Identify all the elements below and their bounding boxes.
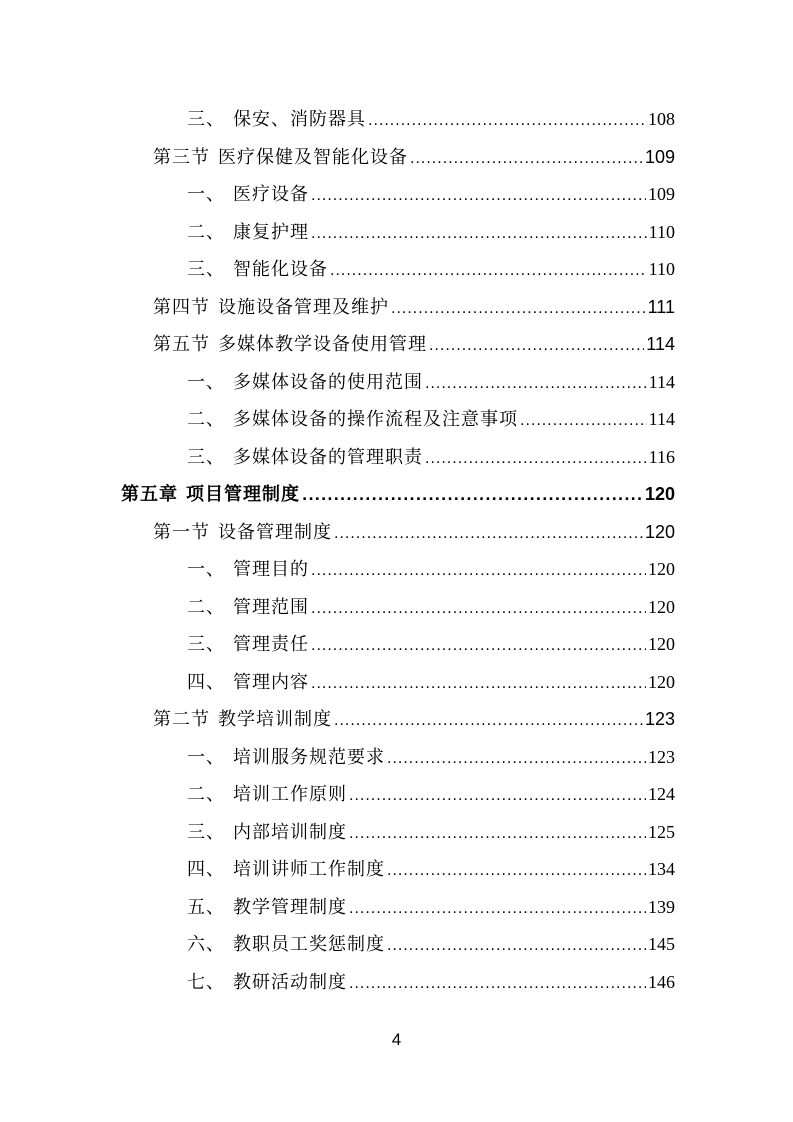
dot-leader	[311, 669, 646, 699]
toc-entry[interactable]	[187, 779, 675, 809]
dot-leader	[311, 181, 646, 211]
toc-entry-title	[121, 480, 300, 510]
toc-entry-page: 123	[648, 746, 675, 767]
toc-entry-page: 125	[648, 821, 675, 842]
toc-entry-title	[153, 705, 332, 735]
toc-entry-prefix: 第五节	[153, 334, 210, 355]
dot-leader	[410, 144, 643, 174]
toc-entry-text: 多媒体设备的管理职责	[233, 446, 423, 468]
toc-entry[interactable]	[187, 554, 675, 584]
toc-entry-page: 120	[644, 521, 675, 542]
toc-entry-page: 114	[648, 371, 675, 392]
toc-entry-prefix: 三、	[187, 821, 225, 843]
toc-entry-page: 109	[648, 184, 675, 204]
dot-leader	[311, 631, 646, 661]
toc-entry[interactable]	[187, 404, 675, 434]
toc-entry[interactable]	[187, 629, 675, 659]
toc-entry-text: 管理责任	[233, 634, 309, 655]
toc-entry-title	[187, 593, 309, 623]
toc-entry-title	[187, 893, 347, 923]
toc-entry[interactable]	[187, 104, 675, 134]
toc-entry-page: 116	[648, 446, 675, 467]
toc-entry[interactable]	[187, 179, 675, 209]
toc-entry-prefix: 一、	[187, 184, 225, 205]
toc-entry-text: 保安、消防器具	[233, 109, 366, 130]
toc-entry[interactable]	[187, 592, 675, 622]
toc-entry-prefix: 五、	[187, 896, 225, 918]
toc-entry-text: 管理范围	[233, 596, 309, 618]
toc-entry-chapter[interactable]	[121, 479, 675, 509]
toc-entry-page: 110	[648, 221, 675, 242]
toc-entry-title	[187, 368, 423, 398]
toc-entry-title	[187, 818, 347, 848]
toc-entry-text: 多媒体教学设备使用管理	[218, 334, 427, 355]
toc-entry-text: 培训工作原则	[233, 784, 347, 805]
toc-entry-text: 培训服务规范要求	[233, 746, 385, 768]
toc-entry-title	[153, 143, 408, 173]
toc-entry-prefix: 一、	[187, 559, 225, 580]
toc-entry-page: 120	[648, 634, 675, 654]
toc-entry-title	[187, 443, 423, 473]
toc-entry[interactable]	[153, 704, 675, 734]
toc-entry-title	[187, 930, 385, 960]
toc-entry-page: 123	[644, 709, 675, 729]
toc-entry-page: 120	[644, 484, 675, 504]
toc-entry-prefix: 一、	[187, 371, 225, 393]
toc-entry-title	[187, 218, 309, 248]
toc-entry[interactable]	[187, 929, 675, 959]
toc-entry-prefix: 第五章	[121, 484, 178, 505]
dot-leader	[425, 369, 647, 399]
toc-entry-title	[187, 555, 309, 585]
dot-leader	[311, 594, 646, 624]
toc-entry-page: 108	[648, 109, 675, 129]
toc-entry[interactable]	[187, 442, 675, 472]
toc-entry-prefix: 二、	[187, 409, 225, 430]
toc-entry-prefix: 二、	[187, 596, 225, 618]
toc-entry-title	[187, 668, 309, 698]
dot-leader	[387, 856, 646, 886]
toc-entry-page: 120	[648, 596, 675, 617]
toc-entry-prefix: 二、	[187, 784, 225, 805]
dot-leader	[334, 706, 643, 736]
toc-entry-text: 教职员工奖惩制度	[233, 934, 385, 955]
toc-entry-text: 多媒体设备的使用范围	[233, 371, 423, 393]
dot-leader	[520, 406, 647, 436]
toc-entry-title	[187, 780, 347, 810]
toc-entry[interactable]	[187, 217, 675, 247]
dot-leader	[349, 969, 646, 999]
toc-entry[interactable]	[187, 892, 675, 922]
toc-entry-prefix: 三、	[187, 109, 225, 130]
toc-entry-prefix: 一、	[187, 746, 225, 768]
toc-entry[interactable]	[153, 142, 675, 172]
toc-entry-page: 114	[648, 409, 675, 429]
toc-entry-text: 培训讲师工作制度	[233, 859, 385, 880]
toc-entry-page: 110	[648, 259, 675, 279]
toc-entry-text: 内部培训制度	[233, 821, 347, 843]
toc-entry-text: 设施设备管理及维护	[218, 296, 389, 318]
toc-entry-text: 教学管理制度	[233, 896, 347, 918]
toc-entry[interactable]	[153, 517, 675, 547]
toc-entry-text: 智能化设备	[233, 259, 328, 280]
toc-entry-prefix: 第二节	[153, 709, 210, 730]
toc-entry[interactable]	[153, 329, 675, 359]
toc-entry[interactable]	[187, 742, 675, 772]
dot-leader	[330, 256, 647, 286]
dot-leader	[302, 481, 643, 511]
toc-entry-text: 教学培训制度	[218, 709, 332, 730]
dot-leader	[349, 894, 646, 924]
toc-entry-text: 医疗保健及智能化设备	[218, 146, 408, 168]
toc-entry[interactable]	[187, 967, 675, 997]
toc-entry-text: 医疗设备	[233, 184, 309, 205]
toc-entry-page: 111	[647, 296, 675, 317]
toc-entry-title	[187, 180, 309, 210]
toc-entry-title	[187, 630, 309, 660]
dot-leader	[387, 931, 646, 961]
dot-leader	[349, 781, 646, 811]
toc-entry[interactable]	[187, 817, 675, 847]
page-number: 4	[391, 1030, 402, 1049]
dot-leader	[429, 331, 644, 361]
toc-entry-prefix: 三、	[187, 446, 225, 468]
toc-entry-prefix: 第三节	[153, 146, 210, 168]
dot-leader	[387, 744, 646, 774]
toc-entry[interactable]	[153, 292, 675, 322]
toc-entry-text: 管理目的	[233, 559, 309, 580]
toc-entry-page: 114	[646, 334, 675, 354]
toc-entry-page: 146	[648, 971, 675, 992]
dot-leader	[425, 444, 647, 474]
toc-entry[interactable]	[187, 854, 675, 884]
toc-entry-prefix: 三、	[187, 259, 225, 280]
toc-entry-title	[187, 968, 347, 998]
dot-leader	[368, 106, 646, 136]
toc-entry-page: 120	[648, 559, 675, 579]
toc-entry-title	[187, 405, 518, 435]
toc-entry-title	[187, 743, 385, 773]
toc-entry-title	[153, 330, 427, 360]
toc-entry-prefix: 四、	[187, 859, 225, 880]
toc-entry-prefix: 第四节	[153, 296, 210, 318]
toc-entry-text: 教研活动制度	[233, 971, 347, 993]
toc-entry-text: 设备管理制度	[218, 521, 332, 543]
toc-entry-prefix: 四、	[187, 671, 225, 693]
toc-entry[interactable]	[187, 254, 675, 284]
toc-entry-text: 项目管理制度	[186, 484, 300, 505]
dot-leader	[391, 294, 646, 324]
toc-entry-page: 139	[648, 896, 675, 917]
dot-leader	[311, 219, 647, 249]
toc-entry-page: 124	[648, 784, 675, 804]
toc-entry-prefix: 六、	[187, 934, 225, 955]
toc-entry-page: 109	[644, 146, 675, 167]
dot-leader	[349, 819, 646, 849]
toc-entry-title	[187, 855, 385, 885]
toc-entry-text: 管理内容	[233, 671, 309, 693]
toc-entry-prefix: 二、	[187, 221, 225, 243]
toc-entry-title	[187, 255, 328, 285]
toc-entry[interactable]	[187, 667, 675, 697]
dot-leader	[334, 519, 643, 549]
toc-entry-title	[153, 518, 332, 548]
toc-entry-title	[153, 293, 389, 323]
toc-entry-prefix: 三、	[187, 634, 225, 655]
toc-entry-page: 145	[648, 934, 675, 954]
toc-entry-text: 多媒体设备的操作流程及注意事项	[233, 409, 518, 430]
toc-entry-text: 康复护理	[233, 221, 309, 243]
toc-entry-page: 120	[648, 671, 675, 692]
dot-leader	[311, 556, 646, 586]
toc-entry-title	[187, 105, 366, 135]
toc-entry-prefix: 七、	[187, 971, 225, 993]
toc-entry-prefix: 第一节	[153, 521, 210, 543]
toc-entry-page: 134	[648, 859, 675, 879]
toc-entry[interactable]	[187, 367, 675, 397]
